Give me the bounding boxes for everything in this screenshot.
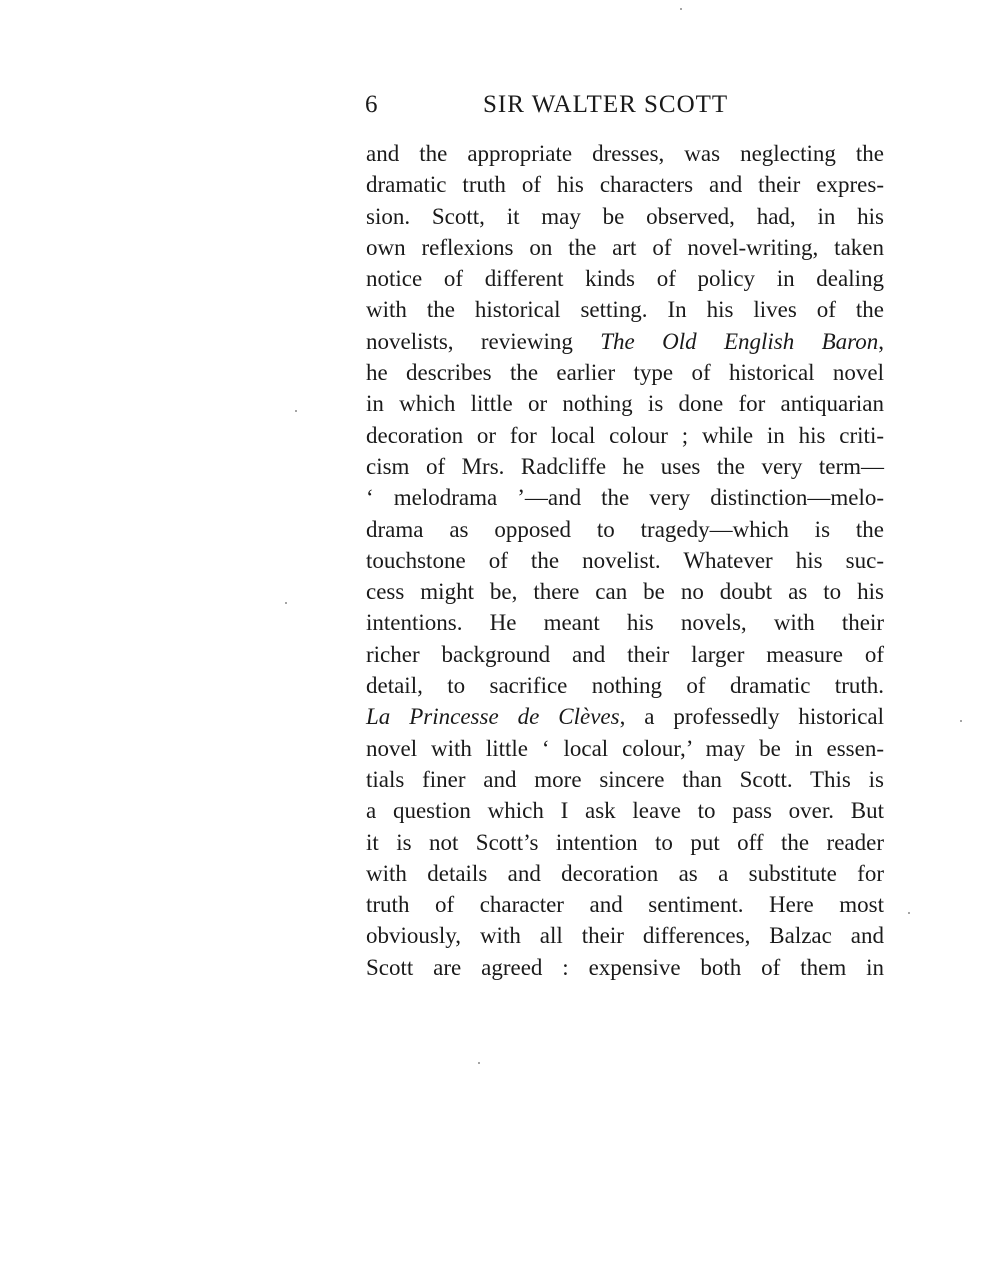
text-line: he describes the earlier type of historical novel <box>366 360 884 386</box>
page-number: 6 <box>365 91 378 118</box>
text-line <box>366 326 884 357</box>
text-line: obviously, with all their differences, Balzac and <box>366 923 884 949</box>
running-head: SIR WALTER SCOTT <box>483 91 729 118</box>
text-line <box>366 701 884 732</box>
text-line: with the historical setting. In his lives of the <box>366 297 884 323</box>
text-line: novel with little ‘ local colour,’ may be in essen- <box>366 735 884 761</box>
scan-speck <box>478 1062 480 1064</box>
text-line-segment: novelists, reviewing <box>366 328 601 354</box>
text-line: decoration or for local colour ; while in his criti- <box>366 422 884 448</box>
book-title-italic: La Princesse de Clèves <box>366 704 620 730</box>
scan-speck <box>285 602 287 604</box>
text-line: ‘ melodrama ’—and the very distinction—melo- <box>366 485 884 511</box>
text-line: richer background and their larger measure of <box>366 641 884 667</box>
text-line: and the appropriate dresses, was neglecting the <box>366 141 884 166</box>
text-line: notice of different kinds of policy in dealing <box>366 266 884 292</box>
text-line-segment: , <box>878 328 884 354</box>
text-line: it is not Scott’s intention to put off the reader <box>366 829 884 855</box>
text-line: Scott are agreed : expensive both of them in <box>366 954 884 980</box>
text-line: drama as opposed to tragedy—which is the <box>366 516 884 542</box>
text-line: cess might be, there can be no doubt as to his <box>366 579 884 605</box>
book-title-italic: The Old English Baron <box>600 328 879 354</box>
text-line: sion. Scott, it may be observed, had, in his <box>366 203 884 229</box>
text-line-segment: , a professedly historical <box>619 704 884 730</box>
scan-speck <box>295 410 297 412</box>
body-text <box>366 138 884 983</box>
text-line: touchstone of the novelist. Whatever his suc- <box>366 547 884 573</box>
text-line: own reflexions on the art of novel-writing, taken <box>366 234 884 260</box>
page-header <box>365 90 885 126</box>
text-line: detail, to sacrifice nothing of dramatic truth. <box>366 673 884 699</box>
text-line: intentions. He meant his novels, with their <box>366 610 884 636</box>
text-line: in which little or nothing is done for antiquarian <box>366 391 884 417</box>
scan-speck <box>680 8 682 10</box>
text-line: tials finer and more sincere than Scott. This is <box>366 766 884 792</box>
text-line: cism of Mrs. Radcliffe he uses the very term— <box>366 453 884 479</box>
text-line: truth of character and sentiment. Here most <box>366 892 884 918</box>
scan-speck <box>908 912 910 914</box>
text-line: a question which I ask leave to pass over. But <box>366 798 884 824</box>
text-line: dramatic truth of his characters and their expres- <box>366 172 884 198</box>
scan-speck <box>960 720 962 722</box>
text-line: with details and decoration as a substitute for <box>366 860 884 886</box>
